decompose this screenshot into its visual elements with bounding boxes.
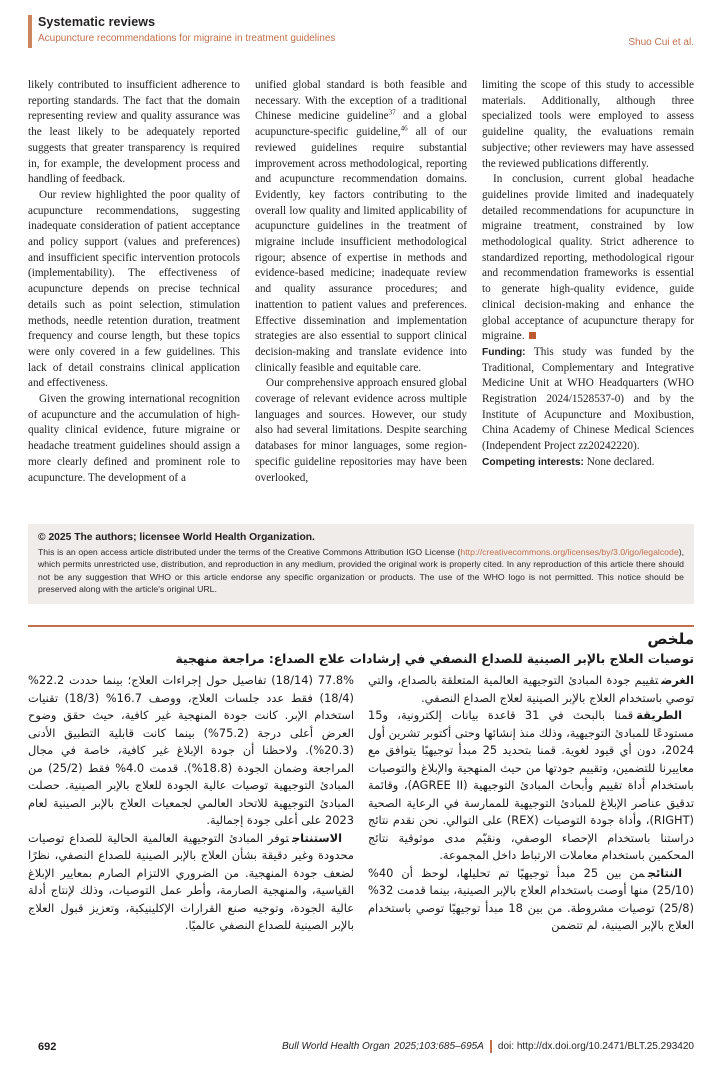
end-of-article-marker <box>529 332 536 339</box>
doi-link[interactable]: doi: http://dx.doi.org/10.2471/BLT.25.293420 <box>497 1041 694 1052</box>
citation-group <box>282 1040 694 1053</box>
license-text-pre: This is an open access article distributed under the terms of the Creative Commons Attribution IGO License ( <box>38 547 461 557</box>
paragraph-text: In conclusion, current global headache guidelines provide limited and inadequately detailed recommendations for acupuncture in migraine treatment, constrained by low methodological quality. Strict adherence to standardized reporting, methodological rigour and recommendation frameworks is essential to generate high-quality evidence, guide clinical decision-making and enhance the global acceptance of acupuncture therapy for migraine. <box>482 173 694 343</box>
method-label: الطريقة <box>636 708 683 722</box>
purpose-label: الغرض <box>661 673 694 687</box>
abstract-heading: ملخص <box>647 630 694 648</box>
abstract-columns <box>28 672 694 935</box>
running-article-title: Acupuncture recommendations for migraine in treatment guidelines <box>38 33 336 44</box>
competing-interests-text: None declared. <box>583 455 655 468</box>
license-text <box>38 546 684 595</box>
purpose-text: تقييم جودة المبادئ التوجيهية العالمية المتعلقة بالصداع، والتي توصي باستخدام العلاج بالإبر الصينية لعلاج الصداع النصفي. <box>368 673 694 705</box>
paragraph-text: unified global standard is both feasible and necessary. With the exception of a traditional Chinese medicine guideline <box>255 79 467 123</box>
abstract-results <box>368 865 694 935</box>
abstract-column-first <box>368 672 694 935</box>
abstract-results-continued: 77.8% (18/14) تفاصيل حول إجراءات العلاج؛ بينما حددت 22.2% (18/4) فقط عدد جلسات العلاج، ووصف 16.7% (18/3) تقنيات استخدام الإبر. كانت جودة المنهجية غير كافية، حيث حقق وضوح العرض أعلى درجة (75.2%) بينما كانت قابلية التطبيق الأدنى (20.3%). ولاحظنا أن جودة الإبلاغ غير كافية، خاصة في مجال المراجعة وضمان الجودة (18.8%). قدمت 4.0% فقط (25/2) من المبادئ التوجيهية توصيات عالية الجودة للعلاج بالإبر الصينية. حصلت المبادئ التوجيهية للاتحاد العالمي لجمعيات العلاج بالإبر الصينية لعام 2023 على أعلى جودة إجمالية. <box>28 673 354 827</box>
license-text-post: ), which permits unrestricted use, distribution, and reproduction in any medium, provided the original work is properly cited. In any reproduction of this article there should not be any suggestion that WHO or this article endorse any specific organization or products. The use of the WHO logo is not permitted. This notice should be preserved along with the article's original URL. <box>38 547 684 594</box>
license-box <box>28 524 694 604</box>
paragraph: limiting the scope of this study to accessible materials. Additionally, although three specialized tools were employed to assess guideline quality, the evaluations remain subjective; other reviewers may have assessed the reviewed publications differently. <box>482 79 694 170</box>
abstract-conclusion <box>28 830 354 935</box>
citation-divider <box>490 1040 492 1053</box>
abstract-column-second <box>28 672 354 935</box>
paragraph: Our comprehensive approach ensured global coverage of relevant evidence across multiple languages and sources. However, our study also had several limitations. Despite searching databases for minor languages, some region-specific guideline repositories may have been overlooked, <box>255 377 467 484</box>
paragraph <box>482 172 694 345</box>
arabic-abstract <box>28 630 694 935</box>
text-column-1 <box>28 78 240 486</box>
running-authors: Shuo Cui et al. <box>628 37 694 48</box>
text-column-2 <box>255 78 467 486</box>
abstract-divider-rule <box>28 625 694 627</box>
results-text: من بين 25 مبدأ توجيهيًا تم تحليلها، لوحظ أن 40% (25/10) منها أوصت باستخدام العلاج بالإبر الصينية، بينما قدمت 32% (25/8) توصيات مشروطة. من بين 18 مبدأ توجيهيًا توصي باستخدام العلاج بالإبر الصينية، لم تتضمن <box>368 865 694 932</box>
results-label: النتائج <box>647 865 682 880</box>
page-header <box>28 15 694 48</box>
competing-interests-label: Competing interests: <box>482 456 584 468</box>
method-text: قمنا بالبحث في 31 قاعدة بيانات إلكترونية، و15 مستودعًا للمبادئ التوجيهية، وذلك منذ إنشائها وحتى أكتوبر تشرين أول 2024، دون أي قيود لغوية. قمنا بتحديد 25 مبدأ توجيهيًا يتوافق مع معاييرنا للتضمين، وتقييم جودتها من حيث المنهجية والإبلاغ والتوصيات باستخدام أداة تقييم وأبحاث المبادئ التوجيهية (AGREE II)، وقائمة تدقيق عناصر الإبلاغ للمبادئ التوجيهية للممارسة في الرعاية الصحية (RIGHT)، وأداة جودة التوصيات (REX) على التوالي. نحن نقدم نتائج دراستنا باستخدام الإحصاء الوصفي، ونقيّم مدى موثوقية نتائج المحكمين باستخدام معاملات الارتباط داخل المجموعة. <box>368 708 695 862</box>
page-number: 692 <box>38 1040 57 1053</box>
abstract-purpose <box>368 672 694 707</box>
paragraph-text: all of our reviewed guidelines require substantial improvement across methodological, reporting and acupuncture recommendation domains. Evidently, key factors contributing to the overall low quality and limited applicability of acupuncture guidelines in the treatment of migraine include insufficient methodological rigour; absence of expertise in methods and evidence-based medicine; inadequate review and quality assurance procedures; and inattention to patient values and preferences. Effective dissemination and implementation strategies are also essential to support clinical decision-making and translate evidence into clinically feasible and equitable care. <box>255 126 468 374</box>
funding-note <box>482 345 694 455</box>
funding-label: Funding: <box>482 346 526 358</box>
paragraph: Our review highlighted the poor quality of acupuncture recommendations, suggesting inadequate consideration of patient acceptance and policy support (values and preferences) and insufficient specific intervention protocols (implementability). The effectiveness of acupuncture depends on precise technical details such as point selection, stimulation methods, needle retention duration, treatment frequency and course length, but these topics were only covered in a few guidelines. This lack of detail constrains clinical application and effectiveness. <box>28 188 240 390</box>
copyright-line: © 2025 The authors; licensee World Health Organization. <box>38 532 315 543</box>
text-column-3 <box>482 78 694 486</box>
citation-volume: 2025;103:685–695A <box>393 1041 484 1052</box>
abstract-title: توصيات العلاج بالإبر الصينية للصداع النصفي في إرشادات علاج الصداع: مراجعة منهجية <box>175 652 694 666</box>
paragraph <box>255 78 467 376</box>
reference-superscript: 37 <box>388 108 396 117</box>
paragraph-text: and a global acupuncture-specific guideline, <box>255 110 467 139</box>
page-footer <box>28 1040 694 1053</box>
paragraph: Given the growing international recognition of acupuncture and the accumulation of high-quality clinical evidence, future migraine or headache treatment guidelines should assign a more clearly defined and prominent role to acupuncture. The development of a <box>28 393 240 484</box>
article-body <box>28 78 694 486</box>
conclusion-text: توفر المبادئ التوجيهية العالمية الحالية للصداع توصيات محدودة وغير دقيقة بشأن العلاج بالإبر الصينية للصداع النصفي، نظرًا لضعف جودة المنهجية. من الضروري الالتزام الصارم بمعايير الإبلاغ القياسية، والمنهجية الصارمة، وأطر عمل التوصيات، وذلك لإنتاج أدلة عالية الجودة، وتوجيه صنع القرارات الإكلينيكية، وتعزيز قبول العلاج بالإبر الصينية للصداع النصفي عالميًا. <box>28 830 354 932</box>
reference-superscript: 46 <box>400 124 408 133</box>
conclusion-label: الاستنتاج <box>291 830 342 845</box>
abstract-method <box>368 707 694 865</box>
header-titles <box>38 15 628 44</box>
funding-text: This study was funded by the Traditional, Complementary and Integrative Medicine Unit at WHO Headquarters (WHO Registration 2024/1528537-0) and by the Institute of Acupuncture and Moxibustion, China Academy of Chinese Medical Sciences (Independent Project zz20242220). <box>482 345 694 453</box>
section-title: Systematic reviews <box>38 15 156 29</box>
paragraph: likely contributed to insufficient adherence to reporting standards. The fact that the domain representing review and quality assurance was the least likely to be adequately reported suggests that greater transparency is required in, for example, the development process and handling of feedback. <box>28 79 240 186</box>
header-accent-bar <box>28 15 32 48</box>
license-link[interactable]: http://creativecommons.org/licenses/by/3.0/igo/legalcode <box>460 547 679 557</box>
competing-interests-note <box>482 455 694 471</box>
journal-name: Bull World Health Organ <box>282 1041 390 1052</box>
